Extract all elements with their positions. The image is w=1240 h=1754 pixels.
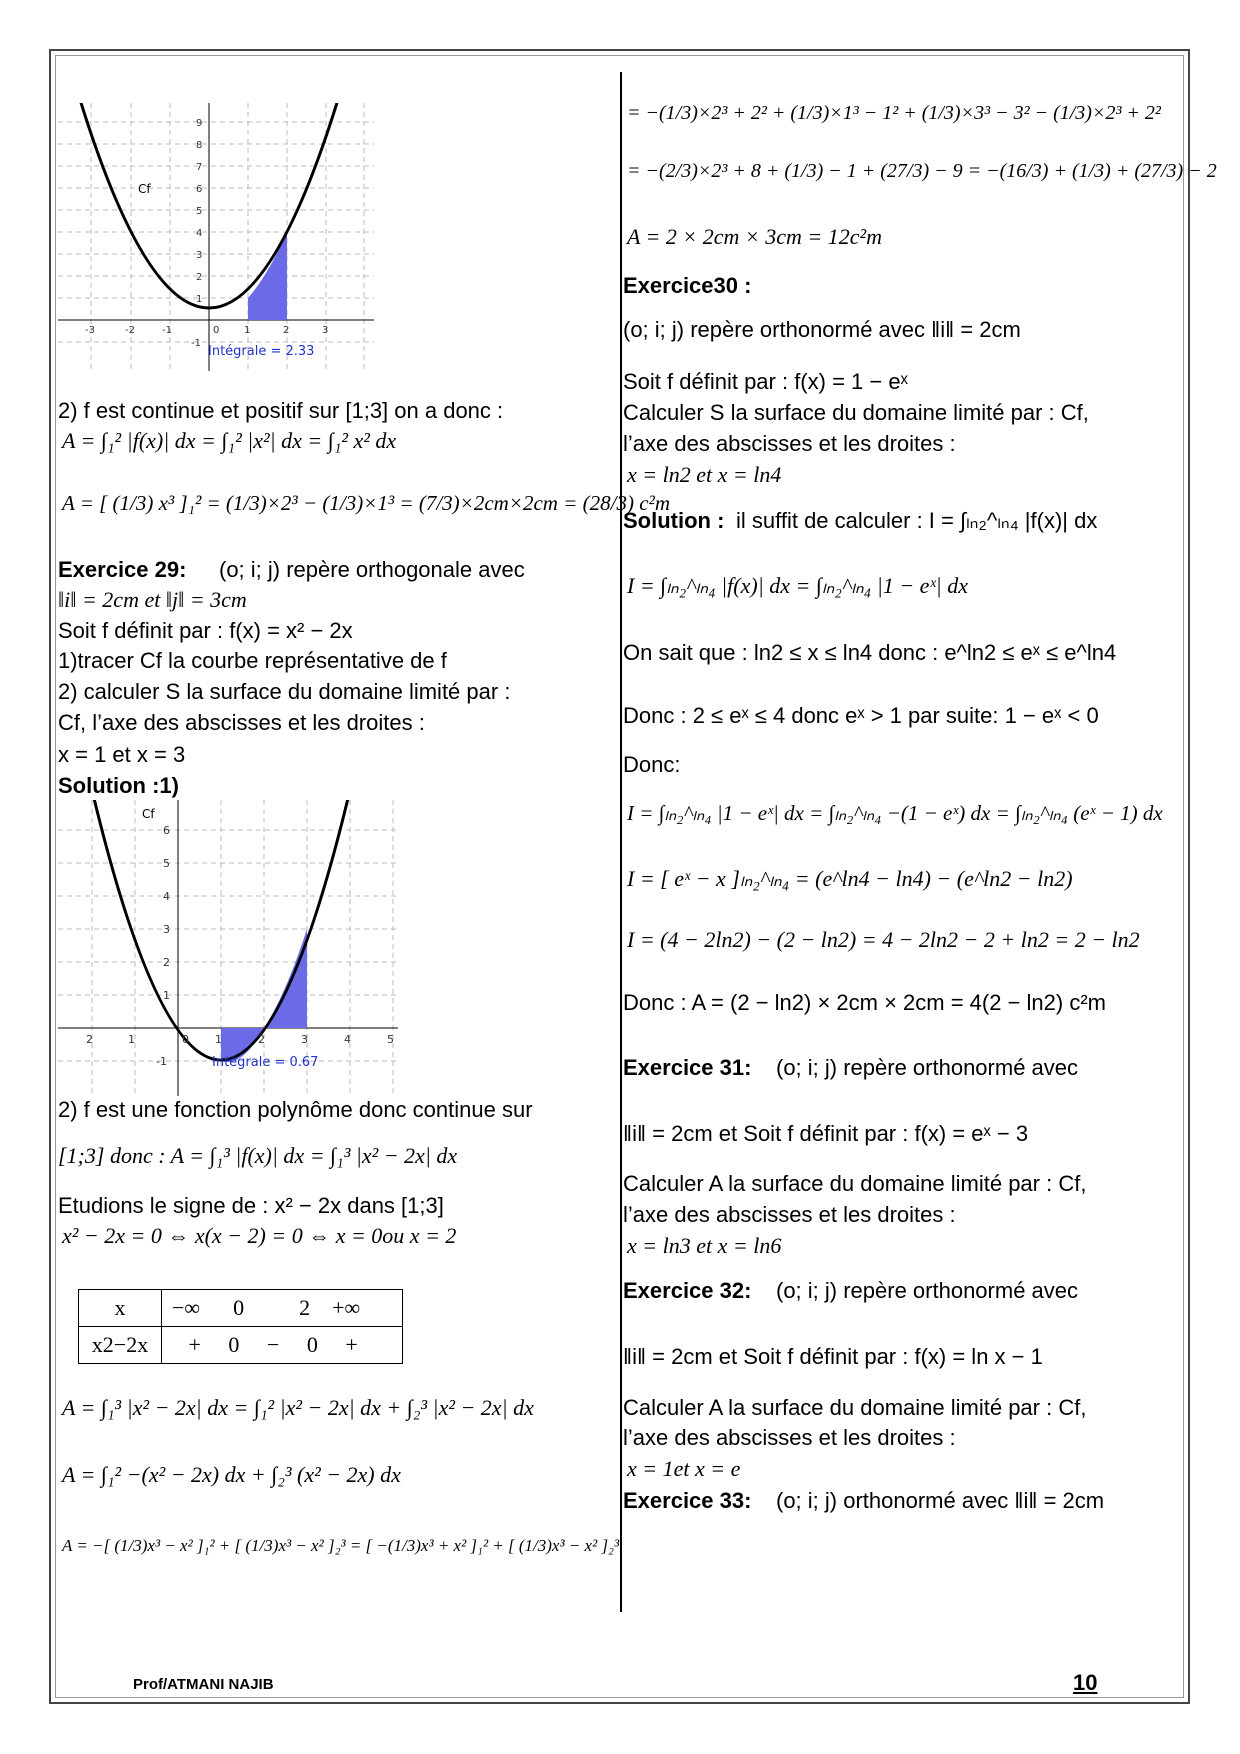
ex29-line-a: (o; i; j) repère orthogonale avec [219,557,525,582]
svg-text:1: 1 [163,989,170,1002]
ex30-line-b: Soit f définit par : f(x) = 1 − eˣ [623,369,908,394]
ex31-title: Exercice 31: [623,1055,752,1080]
graph-2-curve-label: Cf [142,807,155,821]
sign-table-x-values: −∞ 0 2 +∞ [162,1290,403,1327]
svg-text:-1: -1 [156,1055,167,1068]
svg-text:-2: -2 [125,325,135,336]
svg-text:-1: -1 [162,325,172,336]
graph-1-curve-label: Cf [138,182,151,196]
ex33-line-a: (o; i; j) orthonormé avec ‖i‖ = 2cm [776,1488,1105,1513]
svg-text:7: 7 [196,162,203,173]
sign-table-sign-values: + 0 − 0 + [162,1327,403,1364]
left-formula-2: A = [ (1/3) x³ ]₁² = (1/3)×2³ − (1/3)×1³ = (7/3)×2cm×2cm = (28/3) c²m [62,491,670,515]
sol30-line-a: il suffit de calculer : I = ∫ₗₙ₂^ₗₙ₄ |f(x)| dx [736,508,1098,533]
ex29-line-c: Soit f définit par : f(x) = x² − 2x [58,618,353,643]
svg-text:0: 0 [182,1033,189,1046]
sign-table-row-x: x −∞ 0 2 +∞ [79,1290,403,1327]
svg-text:3: 3 [322,325,329,336]
sol30-line-h: I = (4 − 2ln2) − (2 − ln2) = 4 − 2ln2 − 2 + ln2 = 2 − ln2 [627,927,1140,952]
graph-2 [58,800,398,1096]
left-formula-5: A = −[ (1/3)x³ − x² ]₁² + [ (1/3)x³ − x² ]₂³ = [ −(1/3)x³ + x² ]₁² + [ (1/3)x³ − x² ]₂³ [62,1536,620,1555]
ex29-line-d: 1)tracer Cf la courbe représentative de f [58,648,447,673]
svg-text:1: 1 [244,325,251,336]
right-line-3: A = 2 × 2cm × 3cm = 12c²m [627,224,882,249]
solution-1-title: Solution :1) [58,773,179,798]
right-line-2: = −(2/3)×2³ + 8 + (1/3) − 1 + (27/3) − 9 = −(16/3) + (1/3) + (27/3) − 2 [627,160,1217,182]
right-line-1: = −(1/3)×2³ + 2² + (1/3)×1³ − 1² + (1/3)×3³ − 3² − (1/3)×2³ + 2² [627,102,1161,124]
left-p2-a: 2) f est une fonction polynôme donc continue sur [58,1097,533,1122]
svg-text:2: 2 [258,1033,265,1046]
ex32-line-e: x = 1et x = e [627,1456,741,1481]
ex32-title: Exercice 32: [623,1278,752,1303]
svg-text:1: 1 [215,1033,222,1046]
sol30-line-f: I = ∫ₗₙ₂^ₗₙ₄ |1 − eˣ| dx = ∫ₗₙ₂^ₗₙ₄ −(1 − eˣ) dx = ∫ₗₙ₂^ₗₙ₄ (eˣ − 1) dx [627,801,1163,825]
svg-text:1: 1 [128,1033,135,1046]
sign-table [78,1289,403,1364]
svg-text:1: 1 [196,294,203,305]
ex31-line-b: ‖i‖ = 2cm et Soit f définit par : f(x) = eˣ − 3 [623,1121,1029,1146]
sol30-line-g: I = [ eˣ − x ]ₗₙ₂^ₗₙ₄ = (e^ln4 − ln4) − (e^ln2 − ln2) [627,866,1073,891]
svg-text:-3: -3 [85,325,95,336]
ex29-title: Exercice 29: [58,557,187,582]
left-formula-1: A = ∫₁² |f(x)| dx = ∫₁² |x²| dx = ∫₁² x² dx [62,428,397,453]
sol30-line-e: Donc: [623,752,681,777]
svg-text:9: 9 [196,118,203,129]
sol30-line-c: On sait que : ln2 ≤ x ≤ ln4 donc : e^ln2 ≤ eˣ ≤ e^ln4 [623,640,1117,665]
column-divider [620,72,622,1612]
ex31-line-a: (o; i; j) repère orthonormé avec [776,1055,1079,1080]
svg-text:4: 4 [163,890,170,903]
ex32-line-d: l’axe des abscisses et les droites : [623,1425,956,1450]
graph-2-integral-label: Intégrale = 0.67 [212,1055,319,1070]
svg-text:6: 6 [163,824,170,837]
ex29-line-g: x = 1 et x = 3 [58,742,186,767]
svg-text:2: 2 [283,325,290,336]
left-formula-4: A = ∫₁² −(x² − 2x) dx + ∫₂³ (x² − 2x) dx [62,1462,401,1487]
left-formula-3: A = ∫₁³ |x² − 2x| dx = ∫₁² |x² − 2x| dx + ∫₂³ |x² − 2x| dx [62,1395,534,1420]
svg-text:3: 3 [196,250,203,261]
sign-table-row-sign: x2−2x + 0 − 0 + [79,1327,403,1364]
svg-text:5: 5 [387,1033,394,1046]
ex31-line-d: l’axe des abscisses et les droites : [623,1202,956,1227]
svg-text:5: 5 [196,206,203,217]
graph-1-y-ticks [191,118,202,349]
svg-text:4: 4 [344,1033,351,1046]
svg-text:0: 0 [213,325,220,336]
ex30-line-c: Calculer S la surface du domaine limité par : Cf, [623,400,1089,425]
ex30-line-a: (o; i; j) repère orthonormé avec ‖i‖ = 2cm [623,317,1021,342]
ex29-line-f: Cf, l’axe des abscisses et les droites : [58,710,425,735]
ex32-line-a: (o; i; j) repère orthonormé avec [776,1278,1079,1303]
sol30-title: Solution : [623,508,725,533]
graph-1-x-ticks [85,325,328,336]
ex32-line-c: Calculer A la surface du domaine limité par : Cf, [623,1395,1087,1420]
ex32-line-b: ‖i‖ = 2cm et Soit f définit par : f(x) = ln x − 1 [623,1344,1043,1369]
svg-text:8: 8 [196,140,203,151]
graph-1-integral-label: Intégrale = 2.33 [208,344,315,359]
left-p2-b: [1;3] donc : A = ∫₁³ |f(x)| dx = ∫₁³ |x² − 2x| dx [58,1143,458,1168]
svg-text:3: 3 [301,1033,308,1046]
sol30-line-i: Donc : A = (2 − ln2) × 2cm × 2cm = 4(2 − ln2) c²m [623,990,1106,1015]
footer-author: Prof/ATMANI NAJIB [133,1676,274,1693]
graph-1 [58,103,374,371]
sol30-line-d: Donc : 2 ≤ eˣ ≤ 4 donc eˣ > 1 par suite: 1 − eˣ < 0 [623,703,1099,728]
ex33-title: Exercice 33: [623,1488,752,1513]
svg-text:5: 5 [163,857,170,870]
left-p2-c: Etudions le signe de : x² − 2x dans [1;3] [58,1193,444,1218]
left-line-1: 2) f est continue et positif sur [1;3] on a donc : [58,398,504,423]
left-p2-d: x² − 2x = 0 ⇔ x(x − 2) = 0 ⇔ x = 0ou x = 2 [62,1223,457,1248]
svg-text:4: 4 [196,228,203,239]
ex30-title: Exercice30 : [623,273,752,298]
ex30-line-d: l’axe des abscisses et les droites : [623,431,956,456]
svg-text:2: 2 [163,956,170,969]
ex30-line-e: x = ln2 et x = ln4 [627,462,782,487]
svg-text:2: 2 [86,1033,93,1046]
svg-text:2: 2 [196,272,203,283]
sol30-line-b: I = ∫ₗₙ₂^ₗₙ₄ |f(x)| dx = ∫ₗₙ₂^ₗₙ₄ |1 − eˣ| dx [627,573,968,598]
svg-text:3: 3 [163,923,170,936]
page-number: 10 [1073,1670,1098,1695]
ex29-line-b: ‖i‖ = 2cm et ‖j‖ = 3cm [58,587,247,612]
ex31-line-c: Calculer A la surface du domaine limité par : Cf, [623,1171,1087,1196]
svg-text:-1: -1 [191,338,201,349]
ex29-line-e: 2) calculer S la surface du domaine limité par : [58,679,511,704]
graph-2-y-ticks [156,824,170,1068]
svg-text:6: 6 [196,184,203,195]
ex31-line-e: x = ln3 et x = ln6 [627,1233,782,1258]
